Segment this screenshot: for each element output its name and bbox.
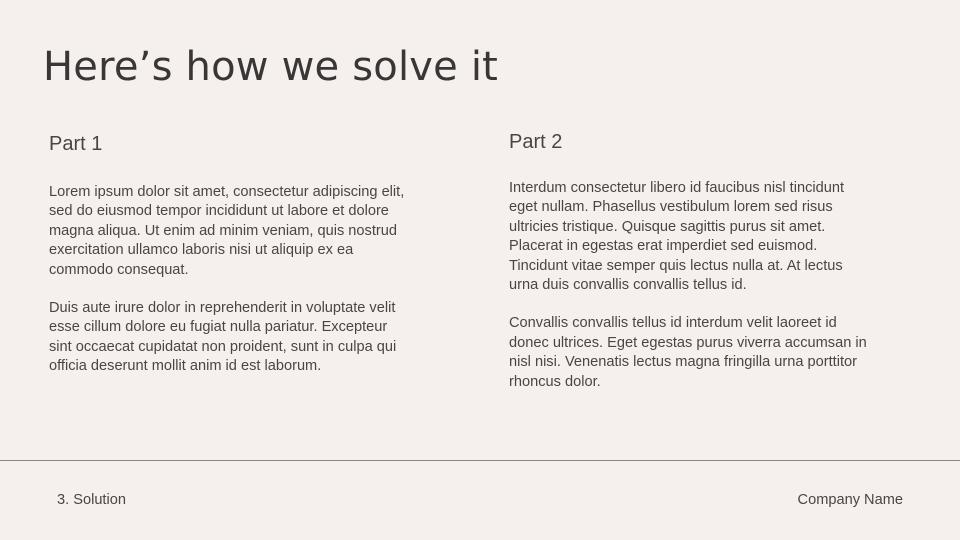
footer-divider [0,460,960,461]
column-paragraph: Convallis convallis tellus id interdum velit laoreet id donec ultrices. Eget egestas purus viverra accumsan in nisl nisi. Venenatis lectus magna fringilla urna porttitor rhoncus dolor. [509,315,867,390]
column-paragraph: Duis aute irure dolor in reprehenderit in voluptate velit esse cillum dolore eu fugiat nulla pariatur. Excepteur sint occaecat cupidatat non proident, sunt in culpa qui officia deserunt mollit anim id est laborum. [49,300,397,375]
footer-section-label: 3. Solution [57,492,126,508]
column-heading: Part 2 [509,131,563,153]
column-paragraph: Lorem ipsum dolor sit amet, consectetur adipiscing elit, sed do eiusmod tempor incididunt ut labore et dolore magna aliqua. Ut enim ad minim veniam, quis nostrud exercitation ullamco laboris nisi ut aliquip ex ea commodo consequat. [49,184,405,278]
column-paragraph: Interdum consectetur libero id faucibus nisl tincidunt eget nullam. Phasellus vestibulum lorem sed risus ultricies tristique. Quisque sagittis purus sit amet. Placerat in egestas erat imperdiet sed euismod. Tincidunt vitae semper quis lectus nulla at. At lectus urna duis convallis convallis tellus id. [509,180,845,294]
column-part-2 [509,130,869,411]
column-heading: Part 1 [49,133,103,155]
footer-company-name: Company Name [797,492,903,508]
column-part-1 [49,132,409,396]
slide-title: Here’s how we solve it [43,44,499,90]
